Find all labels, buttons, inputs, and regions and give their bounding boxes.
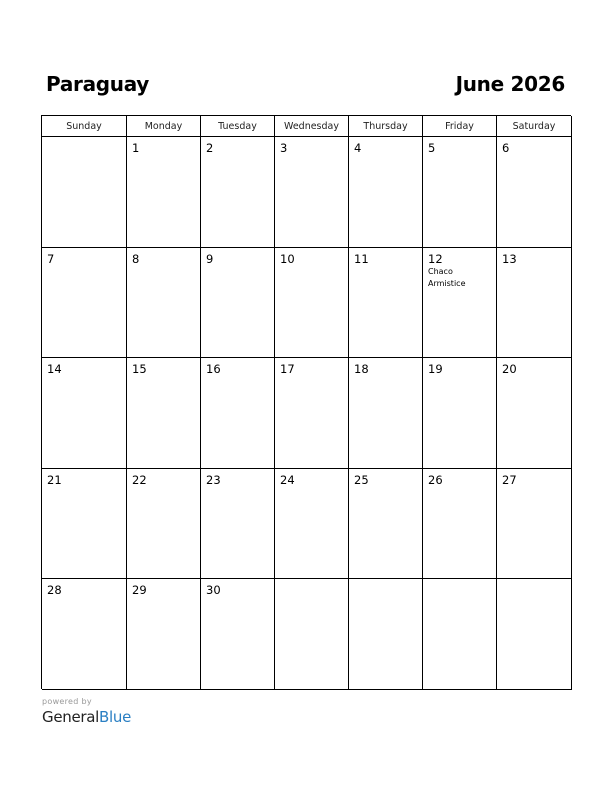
day-number: 10 [280,251,295,266]
day-cell [275,248,349,359]
day-cell [275,469,349,580]
day-number: 5 [428,141,436,155]
day-cell [497,248,572,359]
day-cell [275,137,349,248]
powered-by-text: powered by [42,697,92,706]
weekday-header: Sunday [42,116,127,137]
weekday-header: Thursday [349,116,423,137]
day-number: 9 [206,251,214,266]
day-number: 14 [47,362,62,377]
day-cell [201,137,275,248]
day-cell [497,469,572,580]
day-cell [201,469,275,580]
footer-branding [42,697,131,727]
day-number: 30 [206,583,221,598]
day-cell [497,358,572,469]
day-number: 1 [132,141,140,155]
day-number: 21 [47,472,62,487]
day-cell [423,358,497,469]
day-number: 20 [502,362,517,377]
day-cell [127,358,201,469]
day-number: 2 [206,141,214,155]
day-number: 11 [354,251,369,266]
weekday-header: Saturday [497,116,572,137]
holiday-label: Chaco Armistice [428,266,466,288]
day-cell [497,579,572,690]
day-cell [201,579,275,690]
day-cell [127,579,201,690]
day-cell [349,469,423,580]
day-cell [42,137,127,248]
weekday-header: Monday [127,116,201,137]
day-cell [349,137,423,248]
day-cell [42,248,127,359]
day-cell [42,358,127,469]
day-number: 4 [354,141,362,155]
day-cell [349,358,423,469]
day-cell [349,248,423,359]
day-number: 3 [280,141,288,155]
day-cell [42,579,127,690]
day-cell [423,469,497,580]
weekday-header: Tuesday [201,116,275,137]
brand-name-part2: Blue [99,708,132,726]
country-title: Paraguay [46,72,150,96]
day-number: 25 [354,472,369,487]
day-number: 8 [132,251,140,266]
day-number: 17 [280,362,295,377]
day-cell [275,358,349,469]
day-cell [275,579,349,690]
day-number: 15 [132,362,147,377]
day-number: 28 [47,583,62,598]
day-number: 26 [428,472,443,487]
day-cell [201,248,275,359]
day-number: 6 [502,141,510,155]
brand-name-part1: General [42,708,100,726]
day-cell [127,248,201,359]
day-cell [423,579,497,690]
day-cell [127,469,201,580]
day-cell [423,248,497,359]
day-cell [42,469,127,580]
day-number: 29 [132,583,147,598]
weekday-header: Friday [423,116,497,137]
day-number: 22 [132,472,147,487]
weekday-header: Wednesday [275,116,349,137]
day-number: 12 [428,251,443,266]
day-cell [201,358,275,469]
day-cell [127,137,201,248]
day-number: 13 [502,251,517,266]
day-cell [423,137,497,248]
day-number: 16 [206,362,221,377]
day-number: 19 [428,362,443,377]
day-number: 23 [206,472,221,487]
day-cell [497,137,572,248]
day-number: 24 [280,472,295,487]
brand-logo [42,707,131,727]
month-title: June 2026 [455,72,565,96]
calendar-grid [41,115,571,689]
day-number: 27 [502,472,517,487]
day-cell [349,579,423,690]
day-number: 18 [354,362,369,377]
day-number: 7 [47,251,55,266]
